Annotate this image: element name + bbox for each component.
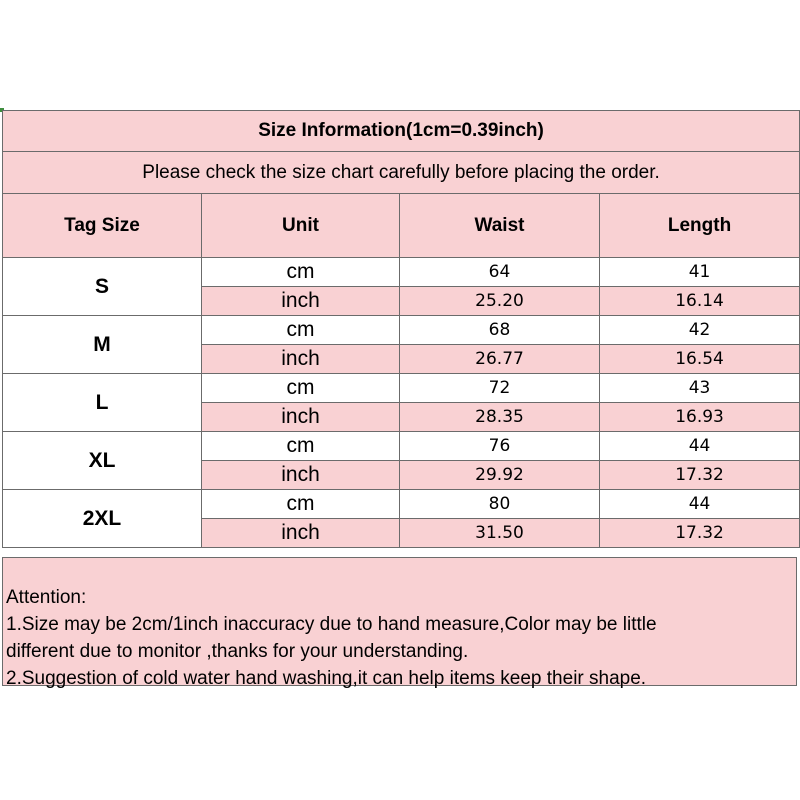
length-cell: 41 — [600, 258, 800, 287]
table-row — [3, 316, 800, 345]
length-cell: 44 — [600, 490, 800, 519]
waist-cell: 25.20 — [400, 287, 600, 316]
tag-size-cell: M — [3, 316, 202, 374]
length-cell: 16.14 — [600, 287, 800, 316]
unit-cell: cm — [202, 258, 400, 287]
waist-cell: 28.35 — [400, 403, 600, 432]
table-subtitle: Please check the size chart carefully before placing the order. — [3, 152, 800, 194]
length-cell: 44 — [600, 432, 800, 461]
unit-cell: cm — [202, 432, 400, 461]
unit-cell: cm — [202, 490, 400, 519]
table-row — [3, 258, 800, 287]
header-length: Length — [600, 194, 800, 258]
tag-size-cell: 2XL — [3, 490, 202, 548]
length-cell: 43 — [600, 374, 800, 403]
attention-heading: Attention: — [6, 587, 87, 608]
size-chart-sheet — [2, 110, 799, 688]
length-cell: 17.32 — [600, 519, 800, 548]
waist-cell: 80 — [400, 490, 600, 519]
attention-line-3: 2.Suggestion of cold water hand washing,it can help items keep their shape. — [6, 668, 647, 689]
header-row — [3, 194, 800, 258]
unit-cell: cm — [202, 374, 400, 403]
waist-cell: 29.92 — [400, 461, 600, 490]
attention-line-2: different due to monitor ,thanks for your understanding. — [6, 641, 469, 662]
unit-cell: cm — [202, 316, 400, 345]
unit-cell: inch — [202, 287, 400, 316]
unit-cell: inch — [202, 345, 400, 374]
size-table — [2, 110, 800, 548]
table-row — [3, 490, 800, 519]
length-cell: 16.54 — [600, 345, 800, 374]
waist-cell: 68 — [400, 316, 600, 345]
length-cell: 16.93 — [600, 403, 800, 432]
table-row — [3, 374, 800, 403]
waist-cell: 76 — [400, 432, 600, 461]
length-cell: 42 — [600, 316, 800, 345]
tag-size-cell: XL — [3, 432, 202, 490]
attention-line-1: 1.Size may be 2cm/1inch inaccuracy due to hand measure,Color may be little — [6, 614, 657, 635]
unit-cell: inch — [202, 403, 400, 432]
table-row — [3, 432, 800, 461]
unit-cell: inch — [202, 461, 400, 490]
length-cell: 17.32 — [600, 461, 800, 490]
waist-cell: 64 — [400, 258, 600, 287]
table-title: Size Information(1cm=0.39inch) — [3, 111, 800, 152]
header-waist: Waist — [400, 194, 600, 258]
waist-cell: 26.77 — [400, 345, 600, 374]
tag-size-cell: L — [3, 374, 202, 432]
header-tag-size: Tag Size — [3, 194, 202, 258]
waist-cell: 72 — [400, 374, 600, 403]
attention-box — [2, 557, 797, 689]
waist-cell: 31.50 — [400, 519, 600, 548]
header-unit: Unit — [202, 194, 400, 258]
unit-cell: inch — [202, 519, 400, 548]
tag-size-cell: S — [3, 258, 202, 316]
